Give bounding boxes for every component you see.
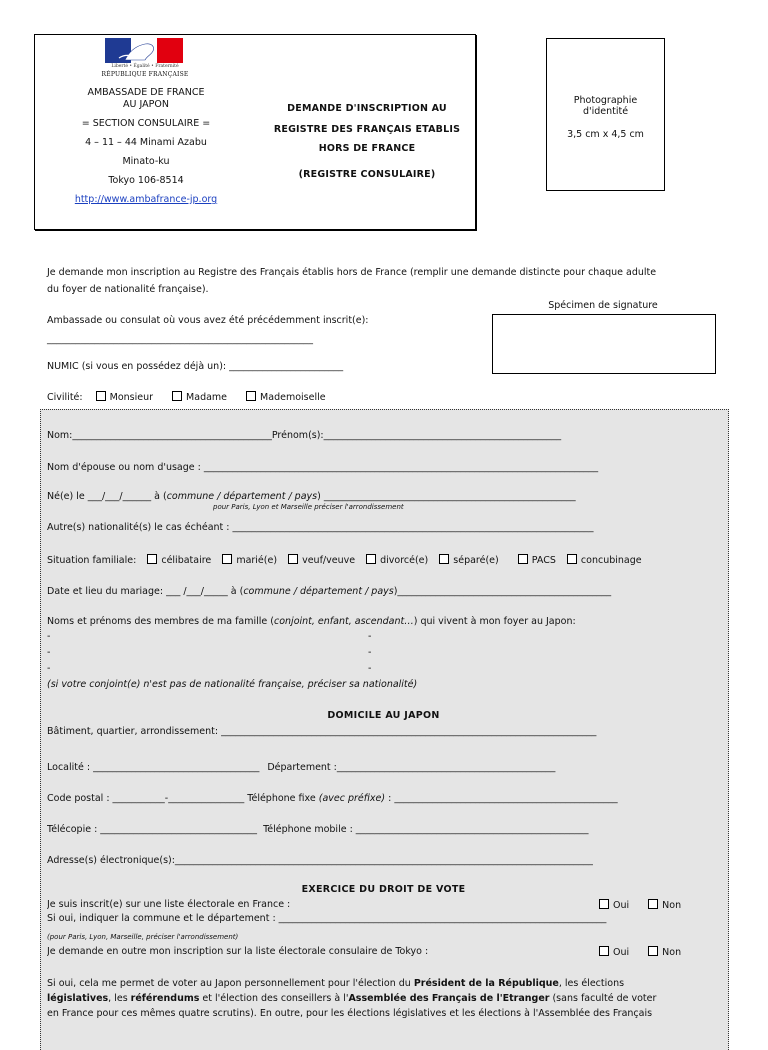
option-madame: Madame bbox=[186, 392, 228, 403]
para-text: , les élections bbox=[558, 978, 625, 989]
naissance-field[interactable] bbox=[47, 491, 717, 502]
naissance-label: Né(e) le ___/___/______ à ( bbox=[47, 491, 167, 502]
checkbox-celibataire[interactable] bbox=[147, 554, 157, 564]
embassy-city: Tokyo 106-8514 bbox=[108, 175, 184, 186]
nom-field[interactable]: Nom:__________________________________________ bbox=[47, 430, 272, 441]
naissance-note: pour Paris, Lyon et Marseille préciser l'arrondissement bbox=[213, 503, 404, 511]
famille-hint: conjoint, enfant, ascendant… bbox=[274, 616, 414, 627]
naissance-blank: ) _____________________________________________________ bbox=[317, 491, 576, 502]
vote-commune-field[interactable]: Si oui, indiquer la commune et le département : _____________________________________________________________________ bbox=[47, 913, 607, 924]
option-separe: séparé(e) bbox=[453, 555, 499, 566]
option-marie: marié(e) bbox=[236, 555, 278, 566]
embassy-name: AMBASSADE DE FRANCE bbox=[87, 87, 205, 98]
previous-consulate-field[interactable]: ________________________________________________________ bbox=[47, 334, 313, 345]
checkbox-madame[interactable] bbox=[172, 391, 182, 401]
embassy-website-link[interactable]: http://www.ambafrance-jp.org bbox=[74, 194, 218, 205]
vote-q2: Je demande en outre mon inscription sur la liste électorale consulaire de Tokyo : bbox=[47, 946, 429, 957]
photo-label-2: d'identité bbox=[582, 106, 629, 117]
embassy-section: = SECTION CONSULAIRE = bbox=[81, 118, 211, 129]
checkbox-divorce[interactable] bbox=[366, 554, 376, 564]
para-bold: Président de la République bbox=[413, 978, 559, 989]
checkbox-vote2-non[interactable] bbox=[648, 946, 658, 956]
previous-consulate-label: Ambassade ou consulat où vous avez été précédemment inscrit(e): bbox=[47, 315, 369, 326]
tel-fixe-blank: : _______________________________________________ bbox=[385, 793, 618, 804]
vote-q2-options bbox=[599, 946, 681, 960]
vote-q1: Je suis inscrit(e) sur une liste électorale en France : bbox=[47, 899, 291, 910]
para-text: (sans faculté de voter bbox=[549, 993, 657, 1004]
checkbox-marie[interactable] bbox=[222, 554, 232, 564]
para-text: Si oui, cela me permet de voter au Japon personnellement pour l'élection du bbox=[47, 978, 414, 989]
localite-row bbox=[47, 762, 717, 773]
vote1-oui-label: Oui bbox=[613, 900, 630, 911]
form-title-line4: (REGISTRE CONSULAIRE) bbox=[298, 169, 436, 180]
checkbox-monsieur[interactable] bbox=[96, 391, 106, 401]
naissance-hint: commune / département / pays bbox=[166, 491, 318, 502]
photo-size: 3,5 cm x 4,5 cm bbox=[567, 129, 644, 140]
nom-epouse-field[interactable]: Nom d'épouse ou nom d'usage : ___________________________________________________________________________________ bbox=[47, 462, 599, 473]
vote1-non-label: Non bbox=[662, 900, 682, 911]
civility-row bbox=[47, 391, 326, 405]
famille-dash[interactable]: - bbox=[47, 647, 51, 658]
mariage-field[interactable] bbox=[47, 586, 717, 597]
request-line1: Je demande mon inscription au Registre des Français établis hors de France (remplir une demande distincte pour chaque adulte bbox=[47, 267, 657, 278]
checkbox-vote1-oui[interactable] bbox=[599, 899, 609, 909]
departement-field[interactable]: Département :______________________________________________ bbox=[267, 762, 556, 773]
tel-mobile-field[interactable]: Téléphone mobile : _________________________________________________ bbox=[263, 824, 589, 835]
famille-label bbox=[47, 616, 717, 627]
form-title-line3: HORS DE FRANCE bbox=[318, 143, 416, 154]
photo-box bbox=[546, 38, 665, 191]
famille-dash[interactable]: - bbox=[368, 631, 372, 642]
option-veuf: veuf/veuve bbox=[302, 555, 356, 566]
famille-dash[interactable]: - bbox=[368, 663, 372, 674]
famille-text-end: ) qui vivent à mon foyer au Japon: bbox=[413, 616, 576, 627]
vote-explanation-l3: en France pour ces mêmes quatre scrutins). En outre, pour les élections législatives et les élections à l'Assemblée des Français bbox=[47, 1008, 653, 1019]
option-pacs: PACS bbox=[531, 555, 556, 566]
signature-box[interactable] bbox=[492, 314, 716, 374]
para-text: , les bbox=[108, 993, 131, 1004]
form-title-line1: DEMANDE D'INSCRIPTION AU bbox=[287, 103, 447, 114]
embassy-address: 4 – 11 – 44 Minami Azabu bbox=[85, 137, 207, 148]
checkbox-veuf[interactable] bbox=[288, 554, 298, 564]
mariage-hint: commune / département / pays bbox=[243, 586, 394, 597]
telecopie-field[interactable]: Télécopie : _________________________________ bbox=[47, 824, 258, 835]
name-row bbox=[47, 430, 717, 441]
mariage-label: Date et lieu du mariage: ___ /___/_____ à ( bbox=[47, 586, 244, 597]
email-field[interactable]: Adresse(s) électronique(s):________________________________________________________________________________________ bbox=[47, 855, 593, 866]
famille-dash[interactable]: - bbox=[47, 631, 51, 642]
logo-motto: Liberté • Égalité • Fraternité bbox=[111, 64, 179, 69]
mariage-blank: )_____________________________________________ bbox=[393, 586, 612, 597]
domicile-title: DOMICILE AU JAPON bbox=[327, 710, 440, 721]
vote2-oui-label: Oui bbox=[613, 947, 630, 958]
tel-fixe-field[interactable] bbox=[247, 793, 617, 804]
prenom-field[interactable]: Prénom(s):__________________________________________________ bbox=[271, 430, 562, 441]
situation-label: Situation familiale: bbox=[47, 555, 137, 566]
batiment-field[interactable]: Bâtiment, quartier, arrondissement: _______________________________________________________________________________ bbox=[47, 726, 597, 737]
vote-q1-options bbox=[599, 899, 681, 913]
option-concubinage: concubinage bbox=[580, 555, 642, 566]
option-celibataire: célibataire bbox=[161, 555, 212, 566]
situation-row bbox=[47, 554, 717, 566]
checkbox-vote2-oui[interactable] bbox=[599, 946, 609, 956]
vote-explanation-l1 bbox=[47, 976, 717, 991]
tel-fixe-hint: (avec préfixe) bbox=[318, 793, 386, 804]
vote2-non-label: Non bbox=[662, 947, 682, 958]
signature-label: Spécimen de signature bbox=[548, 300, 658, 311]
photo-label: Photographie bbox=[573, 95, 638, 106]
para-bold: référendums bbox=[130, 993, 200, 1004]
conjoint-note: (si votre conjoint(e) n'est pas de nationalité française, préciser sa nationalité) bbox=[47, 679, 418, 690]
para-text: et l'élection des conseillers à l' bbox=[199, 993, 349, 1004]
code-postal-field[interactable]: Code postal : ___________-________________ bbox=[47, 793, 245, 804]
vote-explanation-l2 bbox=[47, 991, 717, 1006]
code-postal-row bbox=[47, 793, 717, 804]
checkbox-separe[interactable] bbox=[439, 554, 449, 564]
famille-text: Noms et prénoms des membres de ma famille ( bbox=[47, 616, 274, 627]
localite-field[interactable]: Localité : ___________________________________ bbox=[47, 762, 260, 773]
famille-dash[interactable]: - bbox=[368, 647, 372, 658]
embassy-country: AU JAPON bbox=[123, 99, 169, 110]
tel-fixe-label: Téléphone fixe bbox=[247, 793, 319, 804]
checkbox-vote1-non[interactable] bbox=[648, 899, 658, 909]
civility-label: Civilité: bbox=[47, 392, 83, 403]
famille-dash[interactable]: - bbox=[47, 663, 51, 674]
form-title-line2: REGISTRE DES FRANÇAIS ETABLIS bbox=[273, 124, 461, 135]
checkbox-pacs[interactable] bbox=[518, 554, 528, 564]
logo-republic: RÉPUBLIQUE FRANÇAISE bbox=[101, 71, 189, 78]
marianne-logo bbox=[105, 38, 183, 63]
numic-field[interactable]: NUMIC (si vous en possédez déjà un): ________________________ bbox=[47, 361, 344, 372]
autres-nationalites-field[interactable]: Autre(s) nationalité(s) le cas échéant : ____________________________________________________________________________ bbox=[47, 522, 594, 533]
embassy-ward: Minato-ku bbox=[122, 156, 170, 167]
para-bold: Assemblée des Français de l'Etranger bbox=[348, 993, 550, 1004]
vote-title: EXERCICE DU DROIT DE VOTE bbox=[301, 884, 466, 895]
option-monsieur: Monsieur bbox=[109, 392, 154, 403]
checkbox-concubinage[interactable] bbox=[567, 554, 577, 564]
option-mademoiselle: Mademoiselle bbox=[260, 392, 326, 403]
request-line2: du foyer de nationalité française). bbox=[47, 284, 209, 295]
para-bold: législatives bbox=[47, 993, 109, 1004]
option-divorce: divorcé(e) bbox=[380, 555, 429, 566]
checkbox-mademoiselle[interactable] bbox=[246, 391, 256, 401]
telecopie-row bbox=[47, 824, 717, 835]
vote-note: (pour Paris, Lyon, Marseille, préciser l'arrondissement) bbox=[47, 933, 239, 941]
